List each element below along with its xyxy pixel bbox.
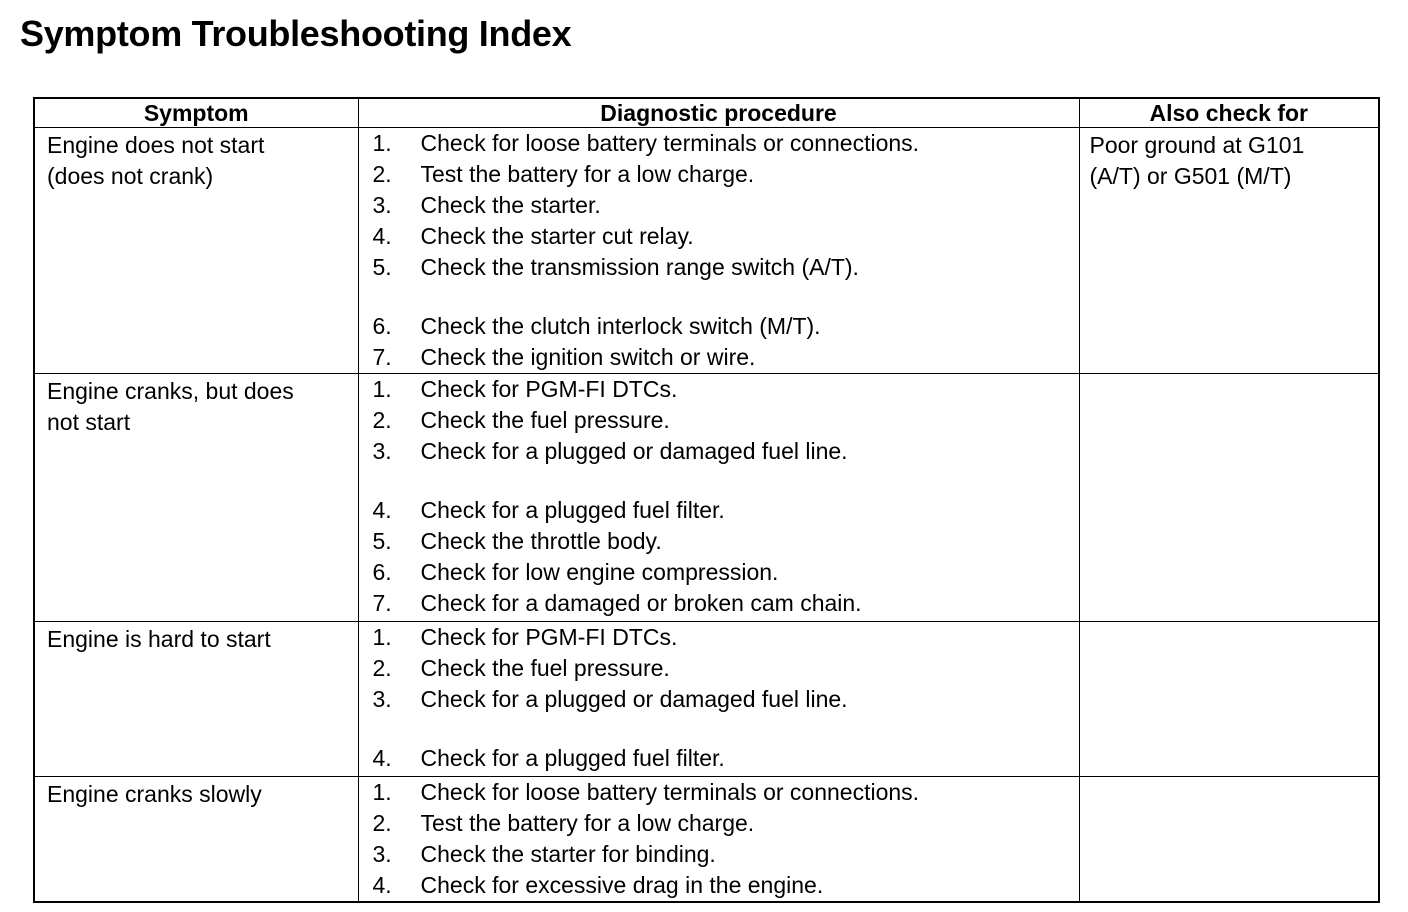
procedure-step	[373, 526, 1079, 557]
procedure-step	[373, 342, 1079, 373]
procedure-step	[373, 777, 1079, 808]
symptom-cell	[34, 777, 358, 903]
step-text: Check for excessive drag in the engine.	[420, 872, 824, 898]
step-text: Check the ignition switch or wire.	[420, 344, 756, 370]
table-header-row	[34, 98, 1379, 128]
step-number: 1.	[372, 624, 392, 650]
procedure-step	[373, 684, 1079, 715]
step-number: 3.	[372, 438, 392, 464]
page-title: Symptom Troubleshooting Index	[20, 13, 572, 54]
symptom-line: (does not crank)	[47, 163, 214, 189]
step-number: 7.	[372, 590, 392, 616]
step-text: Check for a plugged or damaged fuel line.	[420, 686, 848, 712]
step-number: 2.	[372, 161, 392, 187]
procedure-step	[373, 221, 1079, 252]
also-check-cell	[1079, 128, 1379, 374]
column-header-also-check-for: Also check for	[1079, 98, 1379, 128]
symptom-line: Engine cranks, but does	[47, 378, 294, 404]
procedure-step	[373, 743, 1079, 774]
step-text: Test the battery for a low charge.	[420, 810, 755, 836]
step-number: 3.	[372, 841, 392, 867]
symptom-line: Engine cranks slowly	[47, 781, 262, 807]
step-number: 7.	[372, 344, 392, 370]
symptom-cell	[34, 128, 358, 374]
symptom-cell	[34, 622, 358, 777]
procedure-step	[373, 588, 1079, 619]
procedure-step	[373, 311, 1079, 342]
procedure-list	[359, 622, 1079, 774]
step-number: 5.	[372, 528, 392, 554]
step-text: Check for loose battery terminals or connections.	[420, 130, 920, 156]
step-number: 4.	[372, 872, 392, 898]
procedure-list	[359, 128, 1079, 373]
procedure-cell	[358, 374, 1079, 622]
step-text: Check the starter.	[420, 192, 601, 218]
table-row	[34, 622, 1379, 777]
step-text: Check for low engine compression.	[420, 559, 779, 585]
step-number: 2.	[372, 810, 392, 836]
step-number: 4.	[372, 745, 392, 771]
step-text: Check the fuel pressure.	[420, 407, 670, 433]
column-header-diagnostic-procedure: Diagnostic procedure	[358, 98, 1079, 128]
step-text: Check for PGM-FI DTCs.	[420, 624, 678, 650]
step-text: Test the battery for a low charge.	[420, 161, 755, 187]
step-text: Check for a plugged fuel filter.	[420, 745, 725, 771]
step-number: 4.	[372, 497, 392, 523]
symptom-cell	[34, 374, 358, 622]
step-number: 1.	[372, 376, 392, 402]
troubleshooting-table	[33, 97, 1380, 903]
step-text: Check the clutch interlock switch (M/T).	[420, 313, 821, 339]
procedure-step	[373, 808, 1079, 839]
procedure-step	[373, 557, 1079, 588]
step-text: Check for a plugged or damaged fuel line.	[420, 438, 848, 464]
procedure-step	[373, 252, 1079, 283]
symptom-line: Engine is hard to start	[47, 626, 271, 652]
symptom-line: not start	[47, 409, 131, 435]
procedure-step	[373, 839, 1079, 870]
also-check-cell	[1079, 777, 1379, 903]
table-row	[34, 374, 1379, 622]
procedure-step	[373, 436, 1079, 467]
procedure-cell	[358, 128, 1079, 374]
procedure-step	[373, 128, 1079, 159]
step-number: 1.	[372, 779, 392, 805]
procedure-step	[373, 405, 1079, 436]
step-number: 1.	[372, 130, 392, 156]
step-text: Check the fuel pressure.	[420, 655, 670, 681]
also-check-line: (A/T) or G501 (M/T)	[1089, 163, 1292, 189]
step-text: Check for loose battery terminals or connections.	[420, 779, 920, 805]
step-text: Check for PGM-FI DTCs.	[420, 376, 678, 402]
step-number: 3.	[372, 686, 392, 712]
procedure-step	[373, 622, 1079, 653]
also-check-line: Poor ground at G101	[1089, 132, 1305, 158]
procedure-cell	[358, 622, 1079, 777]
step-number: 4.	[372, 223, 392, 249]
step-number: 6.	[372, 313, 392, 339]
step-text: Check for a damaged or broken cam chain.	[420, 590, 862, 616]
step-number: 2.	[372, 407, 392, 433]
step-number: 3.	[372, 192, 392, 218]
procedure-cell	[358, 777, 1079, 903]
procedure-step	[373, 495, 1079, 526]
also-check-cell	[1079, 374, 1379, 622]
symptom-line: Engine does not start	[47, 132, 265, 158]
column-header-symptom: Symptom	[34, 98, 358, 128]
procedure-step	[373, 374, 1079, 405]
step-number: 2.	[372, 655, 392, 681]
procedure-step	[373, 159, 1079, 190]
step-text: Check the transmission range switch (A/T).	[420, 254, 859, 280]
step-number: 6.	[372, 559, 392, 585]
procedure-step	[373, 190, 1079, 221]
procedure-step	[373, 653, 1079, 684]
step-text: Check the starter cut relay.	[420, 223, 694, 249]
step-text: Check the starter for binding.	[420, 841, 716, 867]
table-row	[34, 777, 1379, 903]
procedure-list	[359, 777, 1079, 901]
procedure-step	[373, 870, 1079, 901]
step-text: Check the throttle body.	[420, 528, 662, 554]
table-row	[34, 128, 1379, 374]
step-text: Check for a plugged fuel filter.	[420, 497, 725, 523]
also-check-cell	[1079, 622, 1379, 777]
step-number: 5.	[372, 254, 392, 280]
procedure-list	[359, 374, 1079, 619]
